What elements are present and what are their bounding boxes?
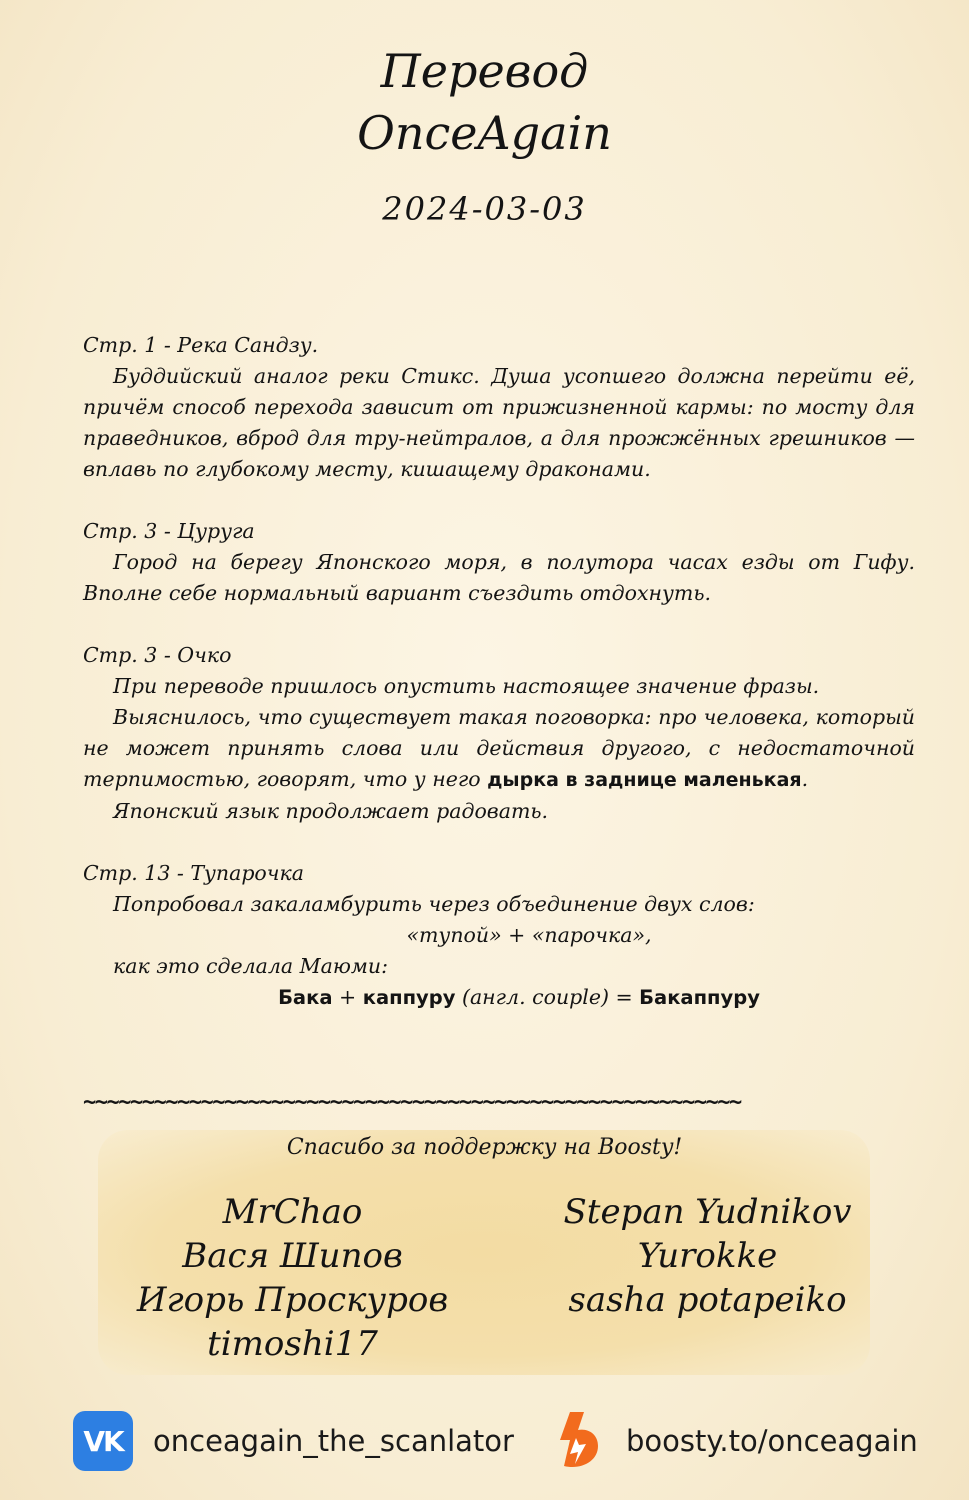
note-1 <box>83 330 915 485</box>
formula-word: Бакаппуру <box>639 986 760 1009</box>
supporter-name: Stepan Yudnikov <box>563 1192 852 1232</box>
note-2 <box>83 516 915 609</box>
vk-link[interactable] <box>73 1410 514 1472</box>
note-text: как это сделала Маюми: <box>113 954 389 978</box>
supporters-left <box>120 1190 465 1366</box>
formula-part: + <box>332 985 363 1009</box>
formula-part: (англ. couple) = <box>455 985 640 1009</box>
boosty-icon <box>550 1410 602 1472</box>
supporter-name: sasha potapeiko <box>568 1280 847 1320</box>
boosty-link[interactable] <box>550 1410 918 1472</box>
note-text: Буддийский аналог реки Стикс. Душа усопшего должна перейти её, причём способ перехода зависит от прижизненной кармы: по мосту для праведников, вброд для тру-нейтралов, а для прожжённых грешников — вплавь по глубокому месту, кишащему драконами. <box>83 364 915 481</box>
note-emphasis: дырка в заднице маленькая <box>487 769 802 791</box>
supporters-right <box>535 1190 880 1322</box>
note-text-part: . <box>801 767 809 791</box>
release-date: 2024-03-03 <box>382 190 587 228</box>
note-heading: Стр. 1 - Река Сандзу. <box>83 333 319 357</box>
supporter-name: Игорь Проскуров <box>136 1280 449 1320</box>
pun-formula <box>83 982 915 1013</box>
note-text: При переводе пришлось опустить настоящее значение фразы. <box>113 674 820 698</box>
translator-notes <box>83 330 915 1044</box>
title-line-1: Перевод <box>380 44 589 98</box>
vk-handle: onceagain_the_scanlator <box>153 1424 514 1458</box>
tilde-divider: ~~~~~~~~~~~~~~~~~~~~~~~~~~~~~~~~~~~~~~~~~~~~~~~~~~~~~~~~ <box>83 1090 741 1115</box>
boosty-url: boosty.to/onceagain <box>626 1424 918 1458</box>
note-text: Город на берегу Японского моря, в полутора часах езды от Гифу. Вполне себе нормальный вариант съездить отдохнуть. <box>83 550 915 605</box>
note-text <box>83 702 915 796</box>
supporter-name: Вася Шипов <box>182 1236 403 1276</box>
supporter-name: Yurokke <box>637 1236 778 1276</box>
note-heading: Стр. 3 - Очко <box>83 643 232 667</box>
thanks-title: Спасибо за поддержку на Boosty! <box>286 1135 683 1160</box>
note-heading: Стр. 13 - Тупарочка <box>83 861 304 885</box>
note-text: «тупой» + «парочка», <box>406 923 652 947</box>
note-3 <box>83 640 915 827</box>
header <box>0 40 969 228</box>
supporter-name: MrChao <box>222 1192 363 1232</box>
formula-word: Бака <box>278 986 333 1009</box>
formula-word: каппуру <box>362 986 456 1009</box>
note-text: Попробовал закаламбурить через объединение двух слов: <box>113 892 755 916</box>
title-line-2: OnceAgain <box>357 106 612 160</box>
note-heading: Стр. 3 - Цуруга <box>83 519 255 543</box>
note-text: Японский язык продолжает радовать. <box>113 799 549 823</box>
vk-icon: VK <box>73 1411 133 1471</box>
note-text-part: Выяснилось, что существует такая поговорка: про человека, который не может принять слова или действия другого, с недостаточной терпимостью, говорят, что у него <box>83 705 915 791</box>
note-4 <box>83 858 915 1013</box>
supporter-name: timoshi17 <box>207 1324 378 1364</box>
